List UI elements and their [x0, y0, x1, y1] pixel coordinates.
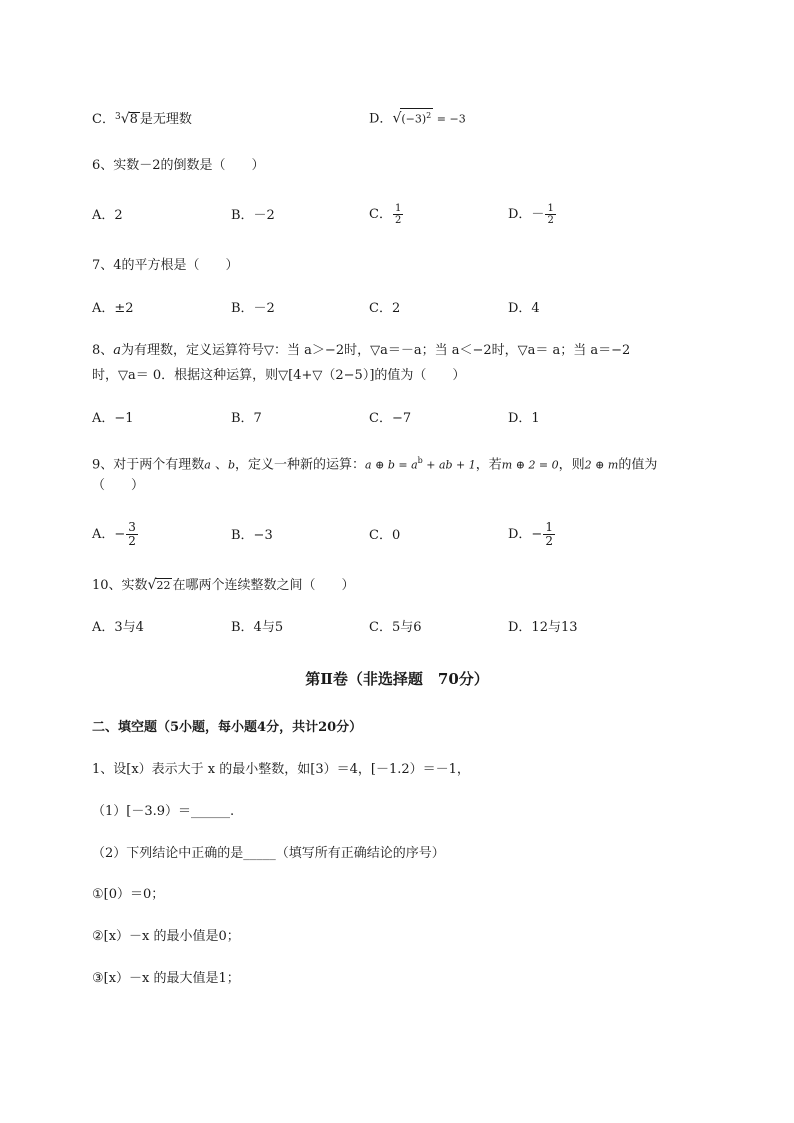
option-label: D．－	[508, 207, 545, 222]
q10-option-d: D．12与13	[508, 620, 578, 635]
fill-question-1-item2: ②[x）－x 的最小值是0；	[92, 929, 240, 944]
radicand: (−3)	[401, 112, 427, 126]
separator: 、	[210, 457, 228, 473]
stem-text: 9、对于两个有理数	[92, 457, 205, 473]
ask-formula: 2 ⊕ m	[584, 458, 619, 472]
numerator: 1	[547, 203, 554, 214]
denominator: 2	[128, 534, 136, 548]
q5-option-d	[369, 108, 466, 129]
exponent: b	[417, 456, 423, 465]
option-text: 是无理数	[139, 112, 192, 127]
condition-formula: m ⊕ 2 = 0	[501, 458, 559, 472]
question-9-stem-line1	[92, 452, 657, 474]
radical-sign-icon: √	[120, 111, 130, 127]
question-number: 8、	[92, 343, 114, 358]
stem-text: 为有理数，定义运算符号▽：当 a＞−2时，▽a＝－a；当 a＜−2时，▽a＝ a；当 a＝−2	[121, 343, 631, 358]
q7-option-a: A．±2	[92, 301, 134, 316]
q5-option-c	[92, 108, 192, 129]
section-2-heading: 二、填空题（5小题，每小题4分，共计20分）	[92, 720, 363, 735]
q9-option-c: C．0	[369, 528, 401, 543]
fraction	[393, 203, 403, 226]
fraction	[543, 521, 555, 548]
fill-question-1-item3: ③[x）－x 的最大值是1；	[92, 971, 240, 986]
variable-a: a	[204, 458, 211, 472]
root-index: 3	[114, 112, 121, 122]
q7-option-d: D．4	[508, 301, 540, 316]
stem-text: ，则	[558, 457, 585, 473]
option-label: D．	[369, 111, 393, 127]
question-8-stem-line2: 时，▽a＝ 0．根据这种运算，则▽[4+▽（2−5）]的值为（ ）	[92, 368, 466, 383]
stem-text: ，若	[475, 457, 502, 473]
q8-option-c: C．−7	[369, 411, 412, 426]
fill-question-1-item1: ①[0）＝0；	[92, 887, 165, 902]
q6-option-a: A．2	[92, 208, 123, 223]
q6-option-b: B．－2	[231, 208, 275, 223]
option-label: C．	[369, 207, 392, 222]
formula: a ⊕ b = a	[365, 458, 418, 472]
numerator: 3	[128, 520, 136, 534]
denominator: 2	[394, 215, 402, 226]
exponent: 2	[426, 111, 432, 120]
stem-text: 的值为	[618, 457, 658, 473]
variable: a	[113, 343, 122, 358]
numerator: 1	[545, 520, 553, 534]
denominator: 2	[545, 534, 553, 548]
q8-option-d: D．1	[508, 411, 540, 426]
radical-sign-icon: √	[392, 110, 402, 127]
fill-question-1-sub2: （2）下列结论中正确的是_____（填写所有正确结论的序号）	[92, 846, 445, 861]
q10-option-b: B．4与5	[231, 620, 284, 635]
denominator: 2	[547, 215, 554, 226]
fill-question-1-sub1: （1）[－3.9）＝______.	[92, 804, 235, 819]
q7-option-b: B．－2	[231, 301, 275, 316]
option-text: = −3	[433, 112, 466, 126]
stem-text: ，定义一种新的运算：	[235, 457, 366, 473]
stem-text: 在哪两个连续整数之间（ ）	[172, 578, 355, 593]
option-label: A．−	[92, 527, 126, 542]
fill-question-1-stem: 1、设[x）表示大于 x 的最小整数，如[3）＝4，[－1.2）＝－1，	[92, 762, 470, 777]
question-7-stem: 7、4的平方根是（ ）	[92, 258, 239, 273]
radicand: 8	[129, 112, 138, 127]
stem-text: 10、实数	[92, 578, 148, 593]
option-label: D．−	[508, 527, 543, 542]
q9-option-a	[92, 521, 139, 548]
fraction	[545, 203, 555, 226]
variable-b: b	[227, 458, 236, 472]
part-2-title: 第Ⅱ卷（非选择题 70分）	[305, 670, 489, 688]
radicand: 22	[156, 579, 171, 592]
numerator: 1	[394, 203, 402, 214]
q9-option-b: B．−3	[231, 528, 273, 543]
question-10-stem	[92, 576, 354, 595]
q6-option-d	[508, 203, 557, 226]
q8-option-a: A．−1	[92, 411, 134, 426]
fraction	[126, 521, 138, 548]
q10-option-a: A．3与4	[92, 620, 144, 635]
q10-option-c: C．5与6	[369, 620, 422, 635]
question-9-stem-line2: （ ）	[92, 478, 145, 493]
radical-sign-icon: √	[147, 577, 157, 593]
q9-option-d	[508, 521, 556, 548]
question-6-stem: 6、实数－2的倒数是（ ）	[92, 158, 265, 173]
q8-option-b: B．7	[231, 411, 262, 426]
option-label: C．	[92, 112, 115, 127]
question-8-stem-line1	[92, 342, 630, 360]
q7-option-c: C．2	[369, 301, 401, 316]
formula: + ab + 1	[422, 458, 476, 472]
q6-option-c	[369, 203, 404, 226]
